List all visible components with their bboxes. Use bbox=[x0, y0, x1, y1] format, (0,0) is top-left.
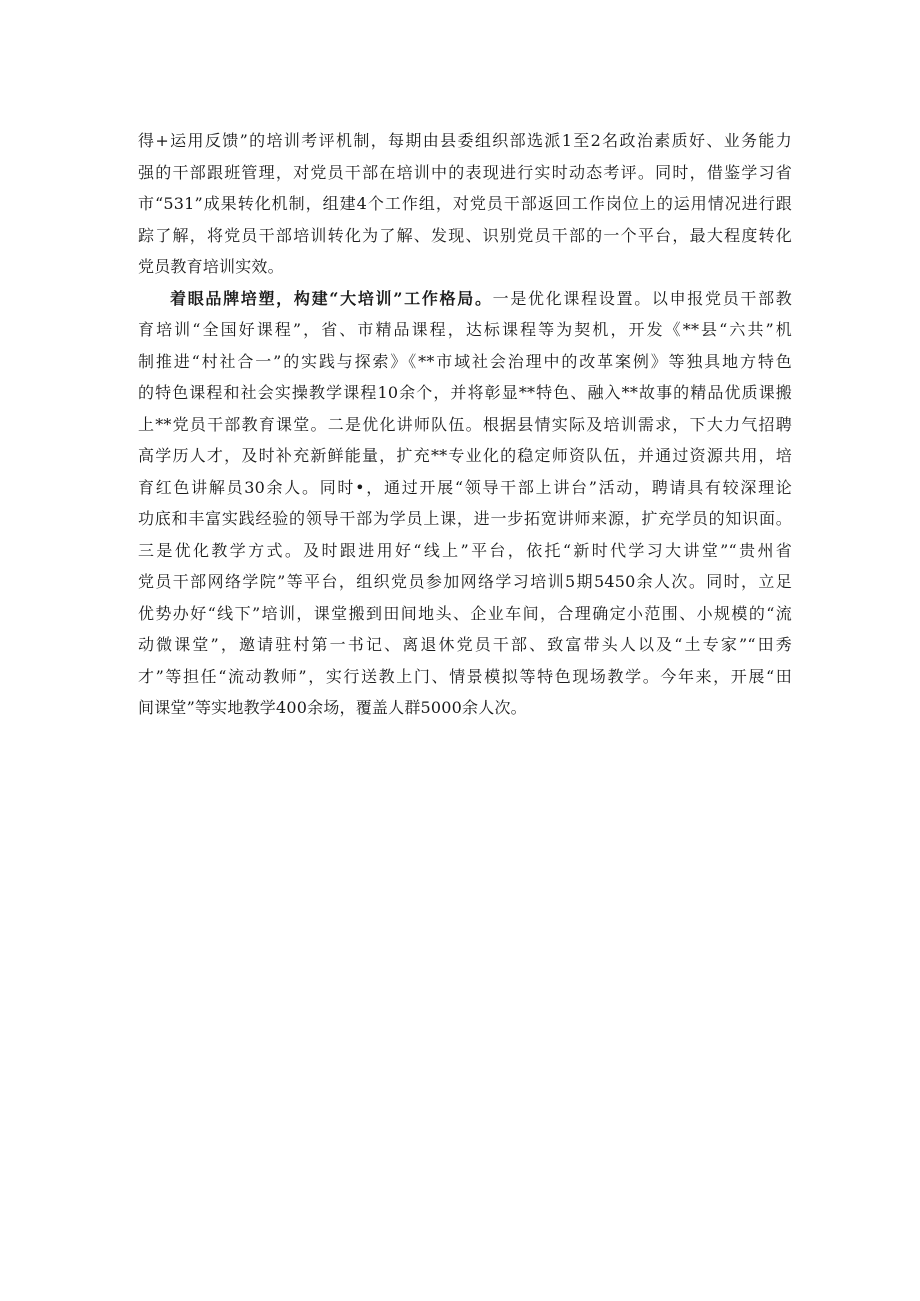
text-line: 上**党员干部教育课堂。二是优化讲师队伍。根据县情实际及培训需求，下大力气招聘 bbox=[138, 414, 792, 434]
text-line: 才”等担任“流动教师”，实行送教上门、情景模拟等特色现场教学。今年来，开展“田 bbox=[138, 666, 792, 686]
text-line: 三是优化教学方式。及时跟进用好“线上”平台，依托“新时代学习大讲堂”“贵州省 bbox=[138, 540, 792, 560]
text-line: 功底和丰富实践经验的领导干部为学员上课，进一步拓宽讲师来源，扩充学员的知识面。 bbox=[138, 509, 792, 528]
text-line: 党员教育培训实效。 bbox=[138, 257, 284, 276]
text-line: 育培训“全国好课程”，省、市精品课程，达标课程等为契机，开发《**县“六共”机 bbox=[138, 320, 792, 339]
text-line: 得+运用反馈”的培训考评机制，每期由县委组织部选派1至2名政治素质好、业务能力 bbox=[138, 131, 792, 150]
text-line: 踪了解，将党员干部培训转化为了解、发现、识别党员干部的一个平台，最大程度转化 bbox=[138, 225, 792, 245]
text-line: 党员干部网络学院”等平台，组织党员参加网络学习培训5期5450余人次。同时，立足 bbox=[138, 572, 792, 591]
text-line: 强的干部跟班管理，对党员干部在培训中的表现进行实时动态考评。同时，借鉴学习省 bbox=[138, 162, 792, 182]
paragraph-training-evaluation bbox=[138, 125, 792, 283]
text-line: 的特色课程和社会实操教学课程10余个，并将彰显**特色、融入**故事的精品优质课搬 bbox=[138, 383, 792, 402]
text-line: 市“531”成果转化机制，组建4个工作组，对党员干部返回工作岗位上的运用情况进行跟 bbox=[138, 194, 792, 213]
paragraph-first-line-text: 一是优化课程设置。以申报党员干部教 bbox=[492, 288, 792, 308]
text-line: 育红色讲解员30余人。同时•，通过开展“领导干部上讲台”活动，聘请具有较深理论 bbox=[138, 477, 792, 497]
text-line: 制推进“村社合一”的实践与探索》《**市域社会治理中的改革案例》等独具地方特色 bbox=[138, 351, 792, 371]
text-line: 动微课堂”，邀请驻村第一书记、离退休党员干部、致富带头人以及“土专家”“田秀 bbox=[138, 635, 792, 654]
text-line-first bbox=[138, 283, 792, 315]
text-line: 优势办好“线下”培训，课堂搬到田间地头、企业车间，合理确定小范围、小规模的“流 bbox=[138, 603, 792, 623]
text-line: 间课堂”等实地教学400余场，覆盖人群5000余人次。 bbox=[138, 698, 527, 717]
document-body bbox=[138, 125, 792, 724]
paragraph-heading: 着眼品牌培塑，构建“大培训”工作格局。 bbox=[170, 288, 493, 308]
text-line: 高学历人才，及时补充新鲜能量，扩充**专业化的稳定师资队伍，并通过资源共用，培 bbox=[138, 446, 792, 465]
paragraph-brand-training bbox=[138, 283, 792, 724]
